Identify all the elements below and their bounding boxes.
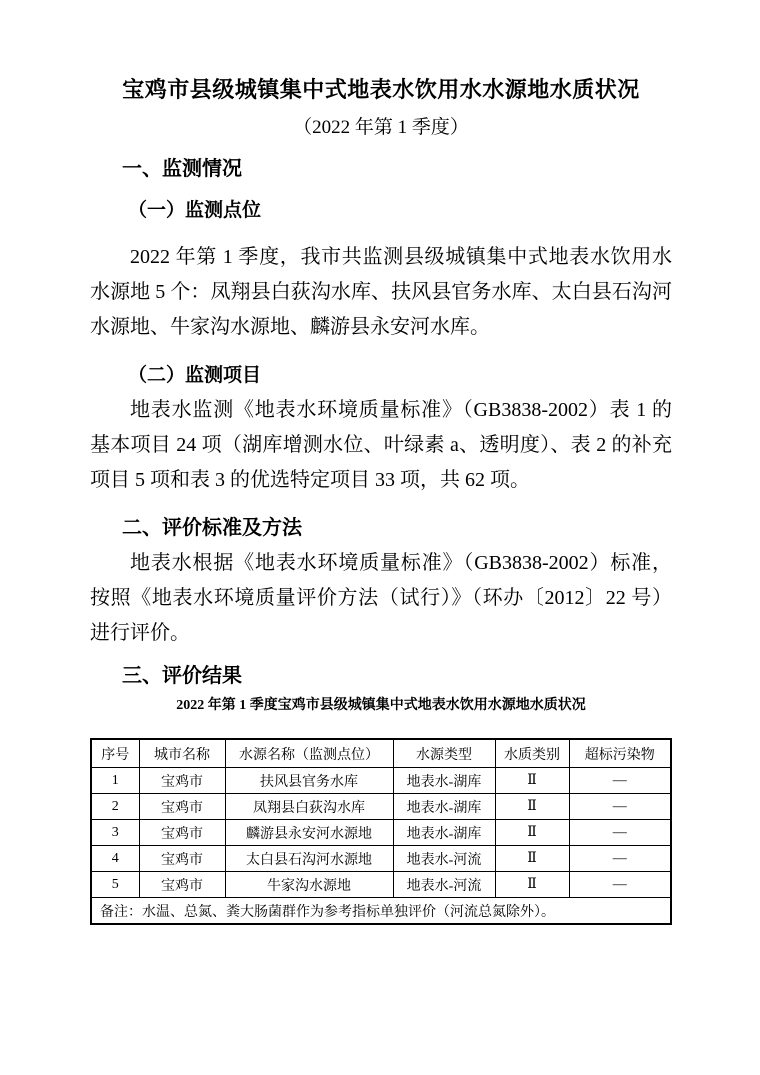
column-header-pollutant: 超标污染物 xyxy=(569,739,671,768)
page-title: 宝鸡市县级城镇集中式地表水饮用水水源地水质状况 xyxy=(122,77,640,102)
paragraph-monitoring-points: 2022 年第 1 季度，我市共监测县级城镇集中式地表水饮用水水源地 5 个：凤翔县白荻沟水库、扶风县官务水库、太白县石沟河水源地、牛家沟水源地、麟游县永安河水库。 xyxy=(90,246,672,338)
table-row xyxy=(91,768,671,794)
cell-seq: 5 xyxy=(91,872,139,898)
column-header-seq: 序号 xyxy=(91,739,139,768)
cell-source: 凤翔县白荻沟水库 xyxy=(225,794,393,820)
cell-type: 地表水-湖库 xyxy=(393,820,495,846)
results-table xyxy=(90,738,672,925)
cell-seq: 2 xyxy=(91,794,139,820)
table-note-row xyxy=(91,898,671,925)
section-1-1-heading: （一）监测点位 xyxy=(128,200,262,221)
cell-pollutant: — xyxy=(569,820,671,846)
section-2-heading: 二、评价标准及方法 xyxy=(122,517,302,539)
paragraph-monitoring-items: 地表水监测《地表水环境质量标准》（GB3838-2002）表 1 的基本项目 24 项（湖库增测水位、叶绿素 a、透明度）、表 2 的补充项目 5 项和表 3 的优选特定项目 33 项，共 62 项。 xyxy=(90,399,672,491)
cell-pollutant: — xyxy=(569,872,671,898)
cell-pollutant: — xyxy=(569,846,671,872)
cell-type: 地表水-河流 xyxy=(393,872,495,898)
column-header-class: 水质类别 xyxy=(495,739,569,768)
cell-source: 扶风县官务水库 xyxy=(225,768,393,794)
page-subtitle: （2022 年第 1 季度） xyxy=(293,117,469,138)
column-header-source: 水源名称（监测点位） xyxy=(225,739,393,768)
section-1-heading: 一、监测情况 xyxy=(122,158,242,180)
section-1-2-heading: （二）监测项目 xyxy=(128,365,262,386)
cell-city: 宝鸡市 xyxy=(139,820,225,846)
section-3-heading: 三、评价结果 xyxy=(122,665,242,687)
cell-pollutant: — xyxy=(569,768,671,794)
cell-class: Ⅱ xyxy=(495,794,569,820)
cell-pollutant: — xyxy=(569,794,671,820)
table-header-row xyxy=(91,739,671,768)
cell-city: 宝鸡市 xyxy=(139,768,225,794)
table-row xyxy=(91,846,671,872)
table-note: 备注：水温、总氮、粪大肠菌群作为参考指标单独评价（河流总氮除外）。 xyxy=(91,898,671,925)
cell-class: Ⅱ xyxy=(495,846,569,872)
cell-class: Ⅱ xyxy=(495,872,569,898)
table-row xyxy=(91,794,671,820)
cell-class: Ⅱ xyxy=(495,768,569,794)
cell-seq: 3 xyxy=(91,820,139,846)
table-row xyxy=(91,820,671,846)
table-caption: 2022 年第 1 季度宝鸡市县级城镇集中式地表水饮用水源地水质状况 xyxy=(176,698,586,713)
cell-source: 太白县石沟河水源地 xyxy=(225,846,393,872)
cell-type: 地表水-河流 xyxy=(393,846,495,872)
cell-city: 宝鸡市 xyxy=(139,872,225,898)
cell-city: 宝鸡市 xyxy=(139,846,225,872)
cell-seq: 1 xyxy=(91,768,139,794)
cell-source: 麟游县永安河水源地 xyxy=(225,820,393,846)
column-header-type: 水源类型 xyxy=(393,739,495,768)
table-row xyxy=(91,872,671,898)
cell-type: 地表水-湖库 xyxy=(393,768,495,794)
cell-type: 地表水-湖库 xyxy=(393,794,495,820)
cell-seq: 4 xyxy=(91,846,139,872)
cell-city: 宝鸡市 xyxy=(139,794,225,820)
paragraph-evaluation-method: 地表水根据《地表水环境质量标准》（GB3838-2002）标准，按照《地表水环境质量评价方法（试行）》（环办〔2012〕22 号）进行评价。 xyxy=(90,552,672,644)
column-header-city: 城市名称 xyxy=(139,739,225,768)
cell-source: 牛家沟水源地 xyxy=(225,872,393,898)
cell-class: Ⅱ xyxy=(495,820,569,846)
